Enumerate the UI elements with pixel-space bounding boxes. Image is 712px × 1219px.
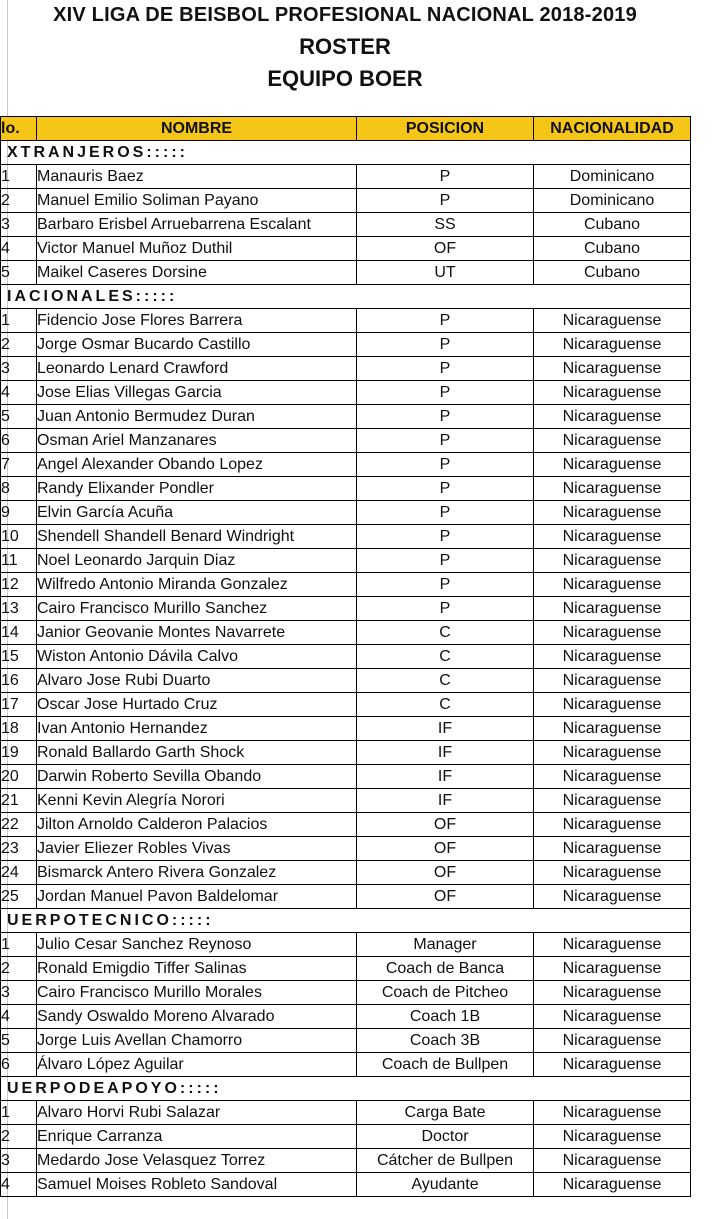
cell-nationality[interactable]: Nicaraguense	[534, 573, 691, 597]
cell-name[interactable]: Samuel Moises Robleto Sandoval	[37, 1173, 357, 1197]
cell-name[interactable]: Osman Ariel Manzanares	[37, 429, 357, 453]
section-header-row	[1, 141, 691, 165]
table-row	[1, 1053, 691, 1077]
table-row	[1, 1125, 691, 1149]
table-row	[1, 669, 691, 693]
cell-no[interactable]: 3	[1, 1149, 37, 1173]
cell-nationality[interactable]: Nicaraguense	[534, 717, 691, 741]
cell-position[interactable]: Manager	[357, 933, 534, 957]
cell-name[interactable]: Wilfredo Antonio Miranda Gonzalez	[37, 573, 357, 597]
cell-nationality[interactable]: Nicaraguense	[534, 669, 691, 693]
table-row	[1, 405, 691, 429]
cell-nationality[interactable]: Nicaraguense	[534, 957, 691, 981]
cell-no[interactable]: 6	[1, 1053, 37, 1077]
cell-name[interactable]: Maikel Caseres Dorsine	[37, 261, 357, 285]
cell-nationality[interactable]: Nicaraguense	[534, 405, 691, 429]
cell-position[interactable]: C	[357, 693, 534, 717]
section-header-row	[1, 285, 691, 309]
table-row	[1, 597, 691, 621]
cell-nationality[interactable]: Nicaraguense	[534, 429, 691, 453]
table-row	[1, 933, 691, 957]
cell-no[interactable]: 16	[1, 669, 37, 693]
cell-name[interactable]: Alvaro Jose Rubi Duarto	[37, 669, 357, 693]
cell-nationality[interactable]: Nicaraguense	[534, 813, 691, 837]
cell-position[interactable]: P	[357, 333, 534, 357]
cell-name[interactable]: Darwin Roberto Sevilla Obando	[37, 765, 357, 789]
cell-name[interactable]: Ronald Ballardo Garth Shock	[37, 741, 357, 765]
table-row	[1, 453, 691, 477]
table-row	[1, 1149, 691, 1173]
cell-position[interactable]: P	[357, 453, 534, 477]
cell-name[interactable]: Shendell Shandell Benard Windright	[37, 525, 357, 549]
cell-name[interactable]: Medardo Jose Velasquez Torrez	[37, 1149, 357, 1173]
cell-nationality[interactable]: Nicaraguense	[534, 741, 691, 765]
cell-position[interactable]: OF	[357, 813, 534, 837]
table-row	[1, 1029, 691, 1053]
cell-nationality[interactable]: Nicaraguense	[534, 501, 691, 525]
cell-position[interactable]: Cátcher de Bullpen	[357, 1149, 534, 1173]
cell-no[interactable]: 21	[1, 789, 37, 813]
cell-name[interactable]: Cairo Francisco Murillo Sanchez	[37, 597, 357, 621]
cell-name[interactable]: Elvin García Acuña	[37, 501, 357, 525]
cell-nationality[interactable]: Nicaraguense	[534, 1053, 691, 1077]
table-row	[1, 501, 691, 525]
cell-position[interactable]: Coach de Pitcheo	[357, 981, 534, 1005]
table-row	[1, 621, 691, 645]
cell-no[interactable]: 2	[1, 189, 37, 213]
cell-position[interactable]: OF	[357, 837, 534, 861]
cell-position[interactable]: P	[357, 549, 534, 573]
table-row	[1, 837, 691, 861]
cell-nationality[interactable]: Nicaraguense	[534, 1005, 691, 1029]
cell-no[interactable]: 15	[1, 645, 37, 669]
cell-nationality[interactable]: Nicaraguense	[534, 1101, 691, 1125]
cell-position[interactable]: P	[357, 381, 534, 405]
table-row	[1, 1173, 691, 1197]
table-row	[1, 381, 691, 405]
cell-name[interactable]: Alvaro Horvi Rubi Salazar	[37, 1101, 357, 1125]
column-header-name[interactable]: NOMBRE	[37, 117, 357, 141]
cell-position[interactable]: Coach 3B	[357, 1029, 534, 1053]
cell-no[interactable]: 25	[1, 885, 37, 909]
table-row	[1, 741, 691, 765]
roster-body	[1, 141, 691, 1197]
cell-name[interactable]: Jorge Luis Avellan Chamorro	[37, 1029, 357, 1053]
cell-position[interactable]: Coach de Bullpen	[357, 1053, 534, 1077]
table-row	[1, 765, 691, 789]
cell-nationality[interactable]: Nicaraguense	[534, 837, 691, 861]
cell-no[interactable]: 17	[1, 693, 37, 717]
cell-name[interactable]: Oscar Jose Hurtado Cruz	[37, 693, 357, 717]
cell-name[interactable]: Fidencio Jose Flores Barrera	[37, 309, 357, 333]
cell-no[interactable]: 5	[1, 405, 37, 429]
table-row	[1, 165, 691, 189]
cell-no[interactable]: 9	[1, 501, 37, 525]
cell-nationality[interactable]: Nicaraguense	[534, 645, 691, 669]
table-row	[1, 213, 691, 237]
cell-name[interactable]: Jose Elias Villegas Garcia	[37, 381, 357, 405]
table-row	[1, 981, 691, 1005]
cell-nationality[interactable]: Nicaraguense	[534, 1029, 691, 1053]
cell-name[interactable]: Randy Elixander Pondler	[37, 477, 357, 501]
table-row	[1, 717, 691, 741]
section-label[interactable]: UERPOTECNICO:::::	[1, 909, 691, 933]
table-row	[1, 1005, 691, 1029]
cell-name[interactable]: Javier Eliezer Robles Vivas	[37, 837, 357, 861]
cell-no[interactable]: 23	[1, 837, 37, 861]
cell-nationality[interactable]: Nicaraguense	[534, 693, 691, 717]
cell-position[interactable]: IF	[357, 741, 534, 765]
cell-nationality[interactable]: Nicaraguense	[534, 621, 691, 645]
cell-no[interactable]: 3	[1, 981, 37, 1005]
cell-nationality[interactable]: Nicaraguense	[534, 333, 691, 357]
table-row	[1, 333, 691, 357]
cell-name[interactable]: Álvaro López Aguilar	[37, 1053, 357, 1077]
cell-no[interactable]: 2	[1, 333, 37, 357]
cell-name[interactable]: Noel Leonardo Jarquin Diaz	[37, 549, 357, 573]
cell-nationality[interactable]: Dominicano	[534, 165, 691, 189]
cell-position[interactable]: IF	[357, 789, 534, 813]
section-label[interactable]: UERPODEAPOYO:::::	[1, 1077, 691, 1101]
cell-nationality[interactable]: Nicaraguense	[534, 765, 691, 789]
cell-no[interactable]: 2	[1, 957, 37, 981]
table-row	[1, 957, 691, 981]
team-title: EQUIPO BOER	[267, 66, 423, 91]
table-row	[1, 813, 691, 837]
cell-name[interactable]: Jorge Osmar Bucardo Castillo	[37, 333, 357, 357]
cell-position[interactable]: SS	[357, 213, 534, 237]
cell-position[interactable]: P	[357, 501, 534, 525]
cell-name[interactable]: Ivan Antonio Hernandez	[37, 717, 357, 741]
cell-nationality[interactable]: Nicaraguense	[534, 477, 691, 501]
cell-no[interactable]: 14	[1, 621, 37, 645]
cell-no[interactable]: 13	[1, 597, 37, 621]
cell-position[interactable]: P	[357, 477, 534, 501]
table-row	[1, 573, 691, 597]
cell-name[interactable]: Wiston Antonio Dávila Calvo	[37, 645, 357, 669]
cell-nationality[interactable]: Nicaraguense	[534, 1149, 691, 1173]
cell-nationality[interactable]: Nicaraguense	[534, 357, 691, 381]
cell-position[interactable]: P	[357, 525, 534, 549]
cell-no[interactable]: 5	[1, 261, 37, 285]
cell-no[interactable]: 18	[1, 717, 37, 741]
cell-no[interactable]: 8	[1, 477, 37, 501]
cell-nationality[interactable]: Nicaraguense	[534, 933, 691, 957]
cell-no[interactable]: 4	[1, 381, 37, 405]
cell-nationality[interactable]: Cubano	[534, 261, 691, 285]
cell-no[interactable]: 1	[1, 165, 37, 189]
cell-position[interactable]: Coach 1B	[357, 1005, 534, 1029]
cell-nationality[interactable]: Cubano	[534, 237, 691, 261]
league-title: XIV LIGA DE BEISBOL PROFESIONAL NACIONAL 2018-2019	[53, 4, 637, 26]
cell-nationality[interactable]: Nicaraguense	[534, 1173, 691, 1197]
section-header-row	[1, 1077, 691, 1101]
table-row	[1, 309, 691, 333]
table-row	[1, 357, 691, 381]
column-header-nationality[interactable]: NACIONALIDAD	[534, 117, 691, 141]
cell-name[interactable]: Manuel Emilio Soliman Payano	[37, 189, 357, 213]
cell-position[interactable]: Carga Bate	[357, 1101, 534, 1125]
table-row	[1, 525, 691, 549]
cell-no[interactable]: 1	[1, 933, 37, 957]
cell-no[interactable]: 22	[1, 813, 37, 837]
cell-nationality[interactable]: Nicaraguense	[534, 549, 691, 573]
cell-no[interactable]: 20	[1, 765, 37, 789]
cell-no[interactable]: 4	[1, 1005, 37, 1029]
cell-no[interactable]: 3	[1, 357, 37, 381]
cell-no[interactable]: 12	[1, 573, 37, 597]
cell-name[interactable]: Angel Alexander Obando Lopez	[37, 453, 357, 477]
cell-nationality[interactable]: Cubano	[534, 213, 691, 237]
cell-position[interactable]: P	[357, 597, 534, 621]
cell-nationality[interactable]: Nicaraguense	[534, 453, 691, 477]
cell-position[interactable]: C	[357, 669, 534, 693]
cell-name[interactable]: Kenni Kevin Alegría Norori	[37, 789, 357, 813]
cell-no[interactable]: 6	[1, 429, 37, 453]
roster-title: ROSTER	[299, 34, 391, 59]
cell-no[interactable]: 24	[1, 861, 37, 885]
cell-nationality[interactable]: Nicaraguense	[534, 597, 691, 621]
cell-position[interactable]: P	[357, 309, 534, 333]
cell-name[interactable]: Victor Manuel Muñoz Duthil	[37, 237, 357, 261]
table-row	[1, 261, 691, 285]
cell-name[interactable]: Sandy Oswaldo Moreno Alvarado	[37, 1005, 357, 1029]
cell-position[interactable]: Doctor	[357, 1125, 534, 1149]
table-row	[1, 1101, 691, 1125]
cell-name[interactable]: Bismarck Antero Rivera Gonzalez	[37, 861, 357, 885]
cell-position[interactable]: P	[357, 405, 534, 429]
cell-position[interactable]: OF	[357, 885, 534, 909]
cell-no[interactable]: 5	[1, 1029, 37, 1053]
document-header	[0, 0, 712, 112]
cell-nationality[interactable]: Dominicano	[534, 189, 691, 213]
cell-position[interactable]: Ayudante	[357, 1173, 534, 1197]
cell-no[interactable]: 10	[1, 525, 37, 549]
cell-no[interactable]: 3	[1, 213, 37, 237]
cell-position[interactable]: P	[357, 357, 534, 381]
cell-name[interactable]: Manauris Baez	[37, 165, 357, 189]
cell-name[interactable]: Enrique Carranza	[37, 1125, 357, 1149]
cell-position[interactable]: P	[357, 165, 534, 189]
cell-no[interactable]: 11	[1, 549, 37, 573]
cell-no[interactable]: 7	[1, 453, 37, 477]
table-row	[1, 237, 691, 261]
cell-name[interactable]: Janior Geovanie Montes Navarrete	[37, 621, 357, 645]
cell-name[interactable]: Barbaro Erisbel Arruebarrena Escalant	[37, 213, 357, 237]
column-header-position[interactable]: POSICION	[357, 117, 534, 141]
section-label[interactable]: IACIONALES:::::	[1, 285, 691, 309]
table-row	[1, 549, 691, 573]
section-label[interactable]: XTRANJEROS:::::	[1, 141, 691, 165]
cell-nationality[interactable]: Nicaraguense	[534, 1125, 691, 1149]
table-row	[1, 861, 691, 885]
table-row	[1, 477, 691, 501]
cell-position[interactable]: Coach de Banca	[357, 957, 534, 981]
cell-no[interactable]: 1	[1, 309, 37, 333]
cell-position[interactable]: IF	[357, 765, 534, 789]
cell-no[interactable]: 19	[1, 741, 37, 765]
cell-name[interactable]: Juan Antonio Bermudez Duran	[37, 405, 357, 429]
cell-position[interactable]: P	[357, 573, 534, 597]
cell-position[interactable]: P	[357, 189, 534, 213]
cell-no[interactable]: 2	[1, 1125, 37, 1149]
cell-position[interactable]: P	[357, 429, 534, 453]
cell-nationality[interactable]: Nicaraguense	[534, 789, 691, 813]
cell-nationality[interactable]: Nicaraguense	[534, 309, 691, 333]
cell-nationality[interactable]: Nicaraguense	[534, 861, 691, 885]
section-header-row	[1, 909, 691, 933]
cell-no[interactable]: 4	[1, 237, 37, 261]
cell-position[interactable]: UT	[357, 261, 534, 285]
cell-name[interactable]: Ronald Emigdio Tiffer Salinas	[37, 957, 357, 981]
cell-position[interactable]: C	[357, 645, 534, 669]
cell-name[interactable]: Jilton Arnoldo Calderon Palacios	[37, 813, 357, 837]
cell-no[interactable]: 4	[1, 1173, 37, 1197]
table-row	[1, 885, 691, 909]
column-header-row	[1, 117, 691, 141]
cell-nationality[interactable]: Nicaraguense	[534, 885, 691, 909]
cell-nationality[interactable]: Nicaraguense	[534, 525, 691, 549]
column-header-no[interactable]: lo.	[1, 117, 37, 141]
cell-name[interactable]: Cairo Francisco Murillo Morales	[37, 981, 357, 1005]
cell-position[interactable]: OF	[357, 237, 534, 261]
cell-nationality[interactable]: Nicaraguense	[534, 981, 691, 1005]
cell-no[interactable]: 1	[1, 1101, 37, 1125]
table-row	[1, 693, 691, 717]
table-row	[1, 189, 691, 213]
cell-name[interactable]: Jordan Manuel Pavon Baldelomar	[37, 885, 357, 909]
table-row	[1, 789, 691, 813]
roster-table	[0, 116, 691, 1197]
table-row	[1, 429, 691, 453]
cell-position[interactable]: IF	[357, 717, 534, 741]
cell-position[interactable]: OF	[357, 861, 534, 885]
cell-nationality[interactable]: Nicaraguense	[534, 381, 691, 405]
table-row	[1, 645, 691, 669]
cell-name[interactable]: Leonardo Lenard Crawford	[37, 357, 357, 381]
cell-position[interactable]: C	[357, 621, 534, 645]
cell-name[interactable]: Julio Cesar Sanchez Reynoso	[37, 933, 357, 957]
